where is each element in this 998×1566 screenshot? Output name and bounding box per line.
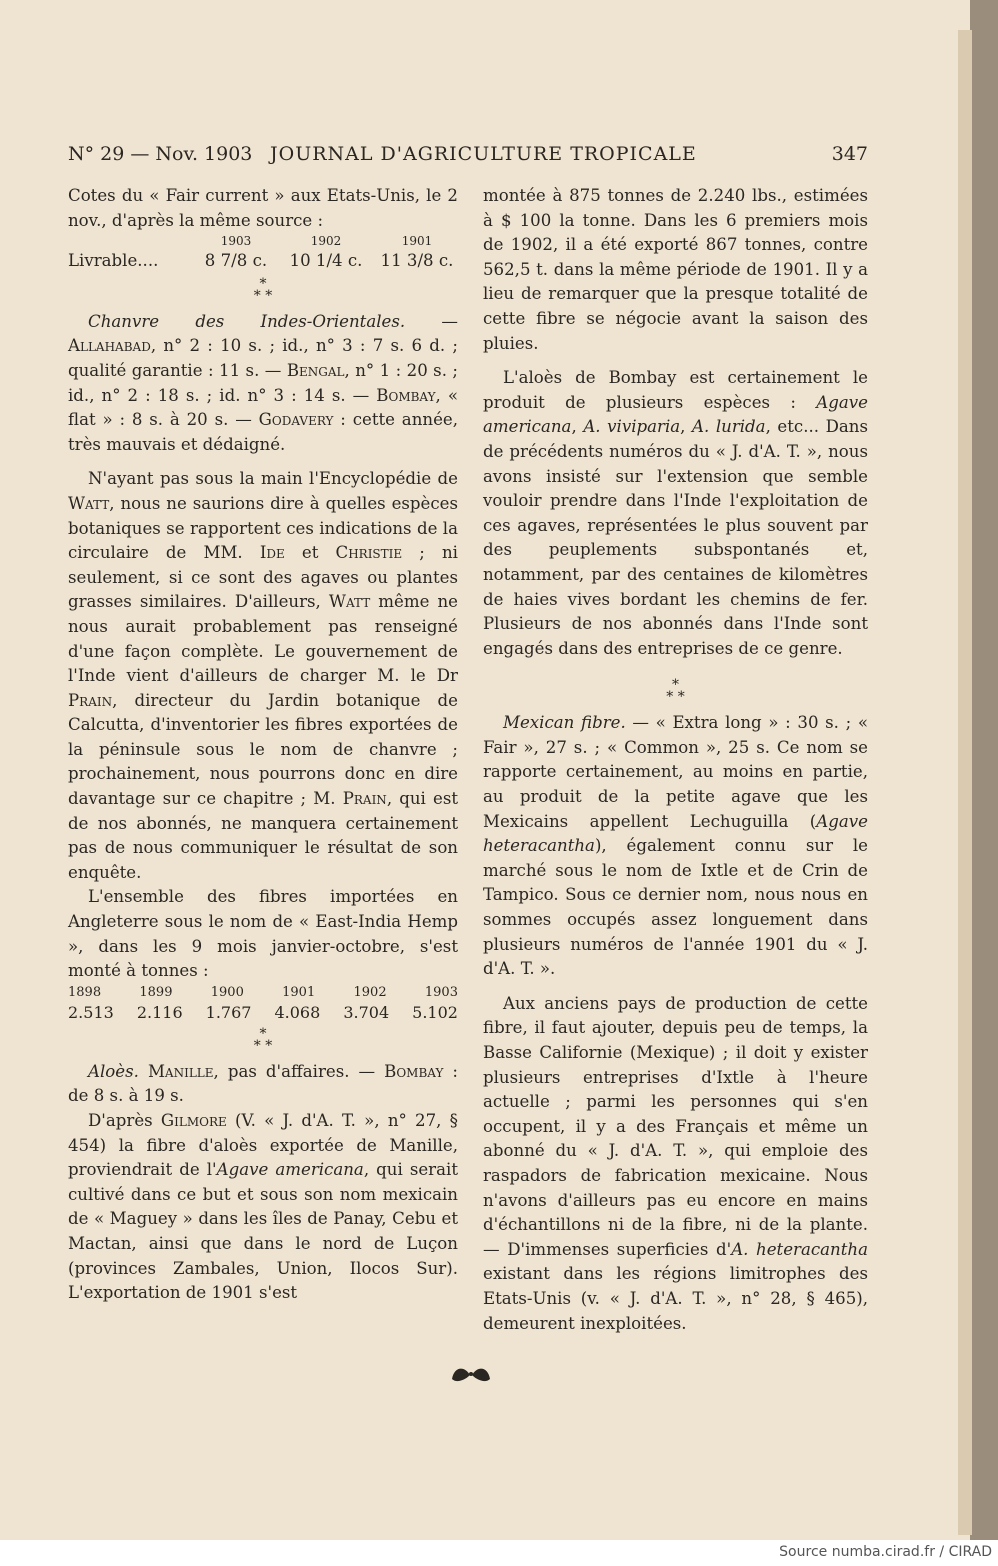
year: 1902 [310, 234, 342, 249]
gilmore-paragraph: D'après Gilmore (V. « J. d'A. T. », n° 27, § 454) la fibre d'aloès exportée de Manille, proviendrait de l'Agave americana, qui serait cultivé dans ce but et sous son nom mexicain de « Maguey » dans les îles de Panay, Cebu et Mactan, ainsi que dans le nord de Luçon (provinces Zambales, Union, Ilocos Sur). L'exportation de 1901 s'est [68, 1111, 458, 1303]
price: 10 1/4 c. [289, 251, 363, 271]
asterism: * * * [253, 1025, 273, 1054]
year: 1903 [220, 234, 252, 249]
manille-export-paragraph: montée à 875 tonnes de 2.240 lbs., estimées à $ 100 la tonne. Dans les 6 premiers mois de 1902, il a été exporté 867 tonnes, contre 562,5 t. dans la même période de 1901. Il y a lieu de remarquer que la presque totalité de cette fibre se négocie avant la saison des pluies. [483, 186, 868, 353]
imports-years: 1898 1899 1900 1901 1902 1903 [68, 984, 458, 1000]
asterism: * * * [666, 677, 685, 706]
price: 11 3/8 c. [380, 251, 454, 271]
east-india-paragraph: L'ensemble des fibres importées en Angleterre sous le nom de « East-India Hemp », dans les 9 mois janvier-octobre, s'est monté à tonnes : [68, 887, 458, 981]
page-edge [958, 30, 972, 1535]
aloes-paragraph: Aloès. Manille, pas d'affaires. — Bombay : de 8 s. à 19 s. [68, 1061, 459, 1106]
bombay-aloes-paragraph: L'aloès de Bombay est certainement le produit de plusieurs espèces : Agave americana, A. viviparia, A. lurida, etc... Dans de précédents numéros du « J. d'A. T. », nous avons insisté sur l'extension que semble vouloir prendre dans l'Inde l'exploitation de ces agaves, représentées le plus souvent par des peuplements subspontanés et, notamment, par des centaines de kilomètres de haies vives bordant les chemins de fer. Plusieurs de nos abonnés dans l'Inde sont engagés dans des entreprises de ce genre. [483, 368, 868, 658]
fair-current-intro: Cotes du « Fair current » aux Etats-Unis, le 2 nov., d'après la même source : [68, 186, 458, 230]
page-header [68, 143, 868, 169]
leaf-ornament-icon [448, 1357, 494, 1387]
asterism: * * * [253, 275, 273, 304]
page-number: 347 [831, 143, 868, 165]
livrable-label: Livrable.... [68, 251, 159, 271]
watt-paragraph: N'ayant pas sous la main l'Encyclopédie de Watt, nous ne saurions dire à quelles espèces botaniques se rapportent ces indications de la circulaire de MM. Ide et Christie ; ni seulement, si ce sont des agaves ou plantes grasses similaires. D'ailleurs, Watt même ne nous aurait probablement pas renseigné d'une façon complète. Le gouvernement de l'Inde vient d'ailleurs de charger M. le Dr Prain, directeur du Jardin botanique de Calcutta, d'inventorier les fibres exportées de la péninsule sous le nom de chanvre ; prochainement, nous pourrons donc en dire davantage sur ce chapitre ; M. Prain, qui est de nos abonnés, ne manquera certainement pas de nous communiquer le résultat de son enquête. [68, 469, 459, 882]
livrable-table [68, 233, 458, 274]
left-column [68, 184, 458, 1306]
issue-number: N° 29 — Nov. 1903 [68, 143, 253, 165]
price: 8 7/8 c. [204, 251, 268, 271]
mexican-fibre-paragraph: Mexican fibre. — « Extra long » : 30 s. ; « Fair », 27 s. ; « Common », 25 s. Ce nom se rapporte certainement, au moins en partie, au produit de la petite agave que les Mexicains appellent Lechuguilla (Agave heteracantha), également connu sur le marché sous le nom de Ixtle et de Crin de Tampico. Sous ce dernier nom, nous nous en sommes occupés assez longuement dans plusieurs numéros de l'année 1901 du « J. d'A. T. ». [483, 713, 868, 979]
imports-values: 2.513 2.116 1.767 4.068 3.704 5.102 [68, 1002, 458, 1022]
basse-californie-paragraph: Aux anciens pays de production de cette fibre, il faut ajouter, depuis peu de temps, la Basse Californie (Mexique) ; il doit y exister plusieurs entreprises d'Ixtle à l'heure actuelle ; parmi les personnes qui s'en occupent, il y a des Français et même un abonné du « J. d'A. T. », qui emploie des raspadors de fabrication mexicaine. Nous n'avons d'ailleurs pas eu encore en mains d'échantillons ni de la fibre, ni de la plante. — D'immenses superficies d'A. heteracantha existant dans les régions limitrophes des Etats-Unis (v. « J. d'A. T. », n° 28, § 465), demeurent inexploitées. [483, 993, 868, 1333]
journal-title: JOURNAL D'AGRICULTURE TROPICALE [270, 143, 697, 165]
right-column [483, 184, 868, 1336]
year: 1901 [401, 234, 433, 249]
chanvre-paragraph: Chanvre des Indes-Orientales. — Allahabad, n° 2 : 10 s. ; id., n° 3 : 7 s. 6 d. ; qualité garantie : 11 s. — Bengal, n° 1 : 20 s. ; id., n° 2 : 18 s. ; id. n° 3 : 14 s. — Bombay, « flat » : 8 s. à 20 s. — Godavery : cette année, très mauvais et dédaigné. [68, 311, 459, 454]
source-credit: Source numba.cirad.fr / CIRAD [779, 1544, 992, 1560]
